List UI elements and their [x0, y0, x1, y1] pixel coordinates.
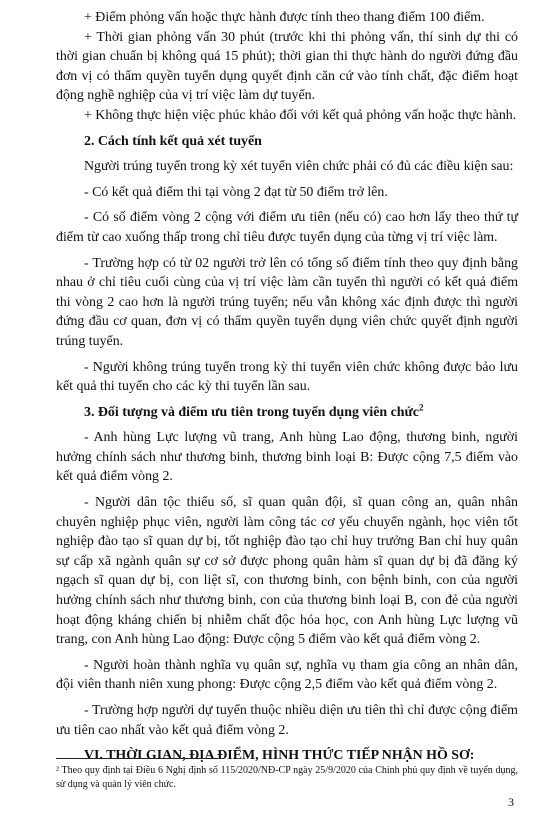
paragraph: - Có kết quả điểm thi tại vòng 2 đạt từ 50 điểm trở lên. [84, 184, 388, 200]
paragraph: - Trường hợp có từ 02 người trở lên có tổng số điểm tính theo quy định bằng nhau ở chỉ tiêu cuối cùng của vị trí việc làm cần tuyển thì người có kết quả điểm thi vòng 2 cao hơn là người trúng tuyển; nếu vẫn không xác định được thì người đứng đầu cơ quan, đơn vị có thẩm quyền tuyển dụng viên chức quyết định người trúng tuyển. [56, 255, 518, 349]
paragraph: - Người dân tộc thiểu số, sĩ quan quân đội, sĩ quan công an, quân nhân chuyên nghiệp phục viên, người làm công tác cơ yếu chuyển ngành, học viên tốt nghiệp đào tạo sĩ quan dự bị, tốt nghiệp đào tạo chỉ huy trưởng Ban chỉ huy quân sự cấp xã ngành quân sự cơ sở được phong quân hàm sĩ quan dự bị đã đăng ký ngạch sĩ quan dự bị, con liệt sĩ, con thương binh, con bệnh binh, con của người hưởng chính sách như thương binh, con của thương binh loại B, con đẻ của người hoạt động kháng chiến bị nhiễm chất độc hóa học, con Anh hùng Lực lượng vũ trang, con Anh hùng Lao động: Được cộng 5 điểm vào kết quả điểm vòng 2. [56, 495, 518, 648]
paragraph: - Người không trúng tuyển trong kỳ thi tuyển viên chức không được bảo lưu kết quả thi tuyển cho các kỳ thi tuyển lần sau. [56, 359, 518, 395]
page-number: 3 [508, 795, 514, 809]
paragraph: + Điểm phỏng vấn hoặc thực hành được tính theo thang điểm 100 điểm. [84, 10, 485, 25]
footnote-reference: 2 [418, 402, 424, 413]
paragraph: - Anh hùng Lực lượng vũ trang, Anh hùng Lao động, thương binh, người hưởng chính sách như thương binh, thương binh loại B: Được cộng 7,5 điểm vào kết quả điểm vòng 2. [56, 430, 518, 485]
paragraph: - Người hoàn thành nghĩa vụ quân sự, nghĩa vụ tham gia công an nhân dân, đội viên thanh niên xung phong: Được cộng 2,5 điểm vào kết quả điểm vòng 2. [56, 657, 518, 693]
paragraph: - Có số điểm vòng 2 cộng với điểm ưu tiên (nếu có) cao hơn lấy theo thứ tự điểm từ cao xuống thấp trong chỉ tiêu được tuyển dụng của từng vị trí việc làm. [56, 210, 518, 245]
paragraph: + Thời gian phỏng vấn 30 phút (trước khi thi phỏng vấn, thí sinh dự thi có thời gian chuẩn bị không quá 15 phút); thời gian thi thực hành do người đứng đầu đơn vị có thẩm quyền tuyển dụng quyết định căn cứ vào tính chất, đặc điểm hoạt động nghề nghiệp của vị trí việc làm dự tuyển. [56, 29, 518, 104]
section-heading: 2. Cách tính kết quả xét tuyển [84, 133, 262, 149]
paragraph: - Trường hợp người dự tuyển thuộc nhiều diện ưu tiên thì chỉ được cộng điểm ưu tiên cao nhất vào kết quả điểm vòng 2. [56, 703, 518, 738]
section-heading-text: 3. Đối tượng và điểm ưu tiên trong tuyển dụng viên chức [84, 404, 419, 420]
footnote-divider [56, 758, 218, 759]
paragraph: + Không thực hiện việc phúc khảo đối với kết quả phỏng vấn hoặc thực hành. [84, 107, 517, 123]
document-body [56, 8, 518, 766]
section-heading: VI. THỜI GIAN, ĐỊA ĐIỂM, HÌNH THỨC TIẾP NHẬN HỒ SƠ: [84, 748, 475, 764]
footnote: ² Theo quy định tại Điều 6 Nghị định số 115/2020/NĐ-CP ngày 25/9/2020 của Chính phủ quy định về tuyển dụng, sử dụng và quản lý viên chức. [56, 765, 518, 790]
paragraph: Người trúng tuyển trong kỳ xét tuyển viên chức phải có đủ các điều kiện sau: [84, 159, 514, 175]
section-heading [56, 403, 518, 423]
